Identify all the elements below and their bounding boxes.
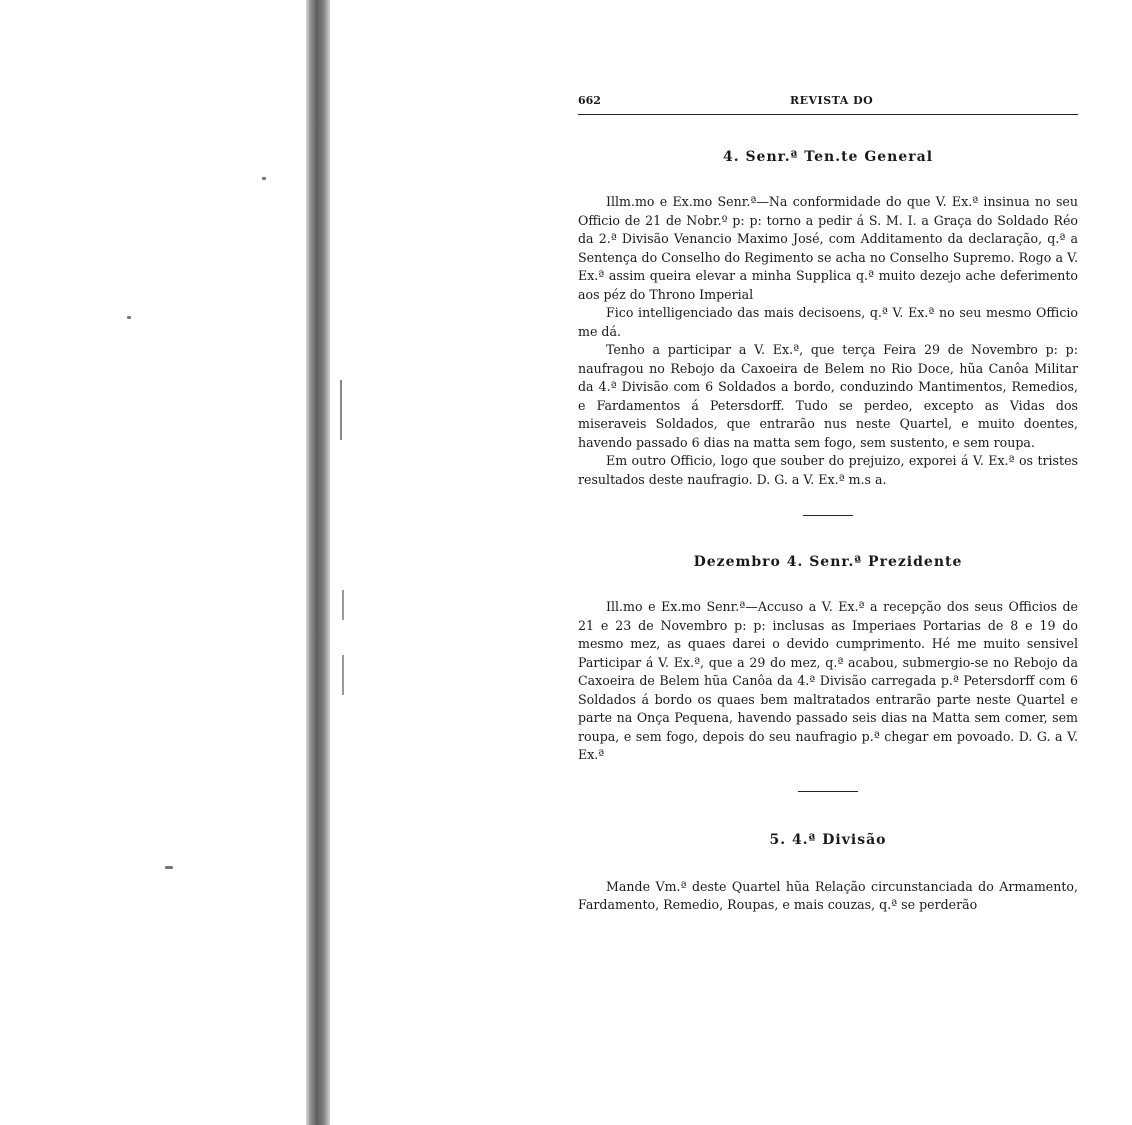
spine-edge-mark <box>342 590 344 620</box>
scan-speck <box>262 177 266 180</box>
scan-speck <box>127 316 131 319</box>
section-divider <box>798 791 858 792</box>
spine-edge-mark <box>342 655 344 695</box>
spine-edge-mark <box>340 380 342 440</box>
paragraph: Ill.mo e Ex.mo Senr.ª—Accuso a V. Ex.ª a recepção dos seus Officios de 21 e 23 de Novembro p: p: inclusas as Imperiaes Portarias de 8 e 19 do mesmo mez, as quaes darei o devido cumprimento. Hé me muito sensivel Participar á V. Ex.ª, que a 29 do mez, q.ª acabou, submergio-se no Rebojo da Caxoeira de Belem hũa Canôa da 4.ª Divisão carregada p.ª Petersdorff com 6 Soldados á bordo os quaes bem maltratados entrarão parte neste Quartel e parte na Onça Pequena, havendo passado seis dias na Matta sem comer, sem roupa, e sem fogo, depois do seu naufragio p.ª chegar em povoado. D. G. a V. Ex.ª <box>578 599 1078 762</box>
page-number: 662 <box>578 94 601 107</box>
section-heading: Dezembro 4. Senr.ª Prezidente <box>693 554 963 570</box>
section-heading: 4. Senr.ª Ten.te General <box>722 149 934 165</box>
section-body <box>578 598 1078 765</box>
header-rule <box>578 114 1078 115</box>
scan-speck <box>165 866 173 869</box>
paragraph: Fico intelligenciado das mais decisoens, q.ª V. Ex.ª no seu mesmo Officio me dá. <box>578 305 1078 339</box>
section-body <box>578 878 1078 915</box>
page-header <box>578 88 1078 112</box>
paragraph: Tenho a participar a V. Ex.ª, que terça Feira 29 de Novembro p: p: naufragou no Rebojo da Caxoeira de Belem no Rio Doce, hũa Canôa Militar da 4.ª Divisão com 6 Soldados a bordo, conduzindo Mantimentos, Remedios, e Fardamentos á Petersdorff. Tudo se perdeo, excepto as Vidas dos miseraveis Soldados, que entrarão nus neste Quartel, e muito doentes, havendo passado 6 dias na matta sem fogo, sem sustento, e sem roupa. <box>578 342 1078 450</box>
book-spine-shadow <box>306 0 330 1125</box>
paragraph: Illm.mo e Ex.mo Senr.ª—Na conformidade do que V. Ex.ª insinua no seu Officio de 21 de Nobr.º p: p: torno a pedir á S. M. I. a Graça do Soldado Réo da 2.ª Divisão Venancio Maximo José, com Additamento da declaração, q.ª a Sentença do Conselho do Regimento se acha no Conselho Supremo. Rogo a V. Ex.ª assim queira elevar a minha Supplica q.ª muito dezejo ache deferimento aos péz do Throno Imperial <box>578 194 1078 302</box>
paragraph: Em outro Officio, logo que souber do prejuizo, exporei á V. Ex.ª os tristes resultados deste naufragio. D. G. a V. Ex.ª m.s a. <box>578 453 1078 487</box>
document-page <box>578 88 1078 915</box>
section-heading: 5. 4.ª Divisão <box>769 831 887 848</box>
paragraph: Mande Vm.ª deste Quartel hũa Relação circunstanciada do Armamento, Fardamento, Remedio, Roupas, e mais couzas, q.ª se perderão <box>578 878 1078 912</box>
section-body <box>578 193 1078 489</box>
section-divider <box>803 515 853 516</box>
running-title: REVISTA DO <box>790 94 874 107</box>
